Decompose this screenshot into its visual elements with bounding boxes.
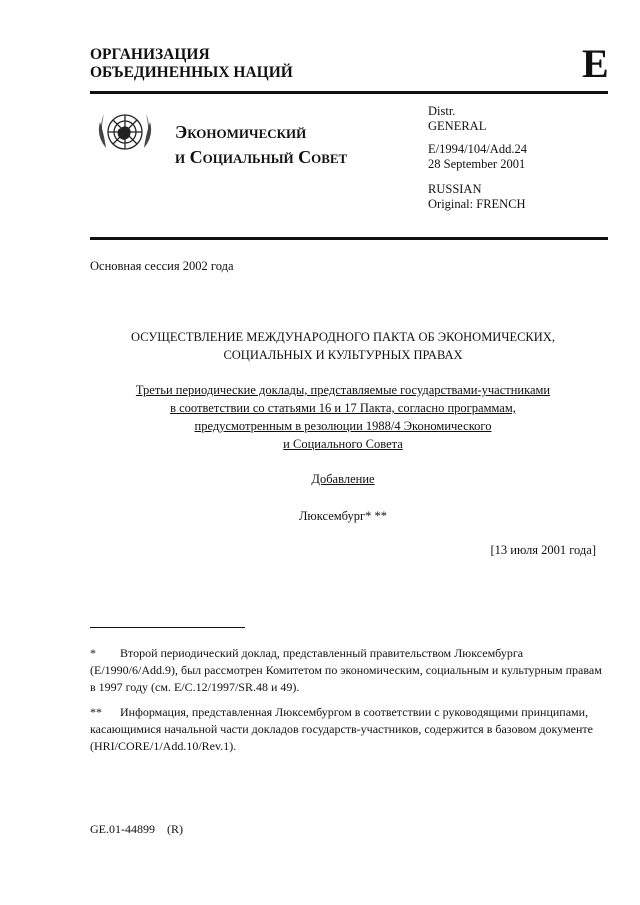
council-name: [175, 120, 347, 170]
session: Основная сессия 2002 года: [90, 259, 234, 273]
council-line: и Социальный Совет: [175, 147, 348, 167]
footnote-mark: **: [90, 705, 102, 719]
org-line: ОРГАНИЗАЦИЯ: [90, 46, 210, 63]
un-emblem-icon: [94, 104, 156, 162]
language-code: E: [582, 41, 609, 86]
distr-label: Distr.: [428, 104, 456, 118]
distribution: GENERAL: [428, 119, 487, 133]
addendum-heading: Добавление: [311, 472, 375, 486]
country: Люксембург* **: [298, 509, 388, 523]
report-date: [13 июля 2001 года]: [490, 543, 596, 557]
footnote-separator: [90, 627, 245, 628]
org-line: ОБЪЕДИНЕННЫХ НАЦИЙ: [90, 64, 293, 81]
divider: [90, 237, 608, 240]
footnote-mark: *: [90, 646, 96, 660]
subtitle-line: предусмотренным в резолюции 1988/4 Экономического: [194, 419, 492, 433]
footnote: [90, 645, 606, 696]
document-date: 28 September 2001: [428, 157, 526, 171]
job-number: GE.01-44899 (R): [90, 822, 183, 836]
footnote-text: Информация, представленная Люксембургом в соответствии с руководящими принципами, касающимися начальной части докладов государств-участников, содержится в базовом документе (HRI/CORE/1/Add.10/Rev.1).: [90, 705, 593, 753]
original-language: Original: FRENCH: [428, 197, 526, 211]
subtitle-line: и Социального Совета: [283, 437, 403, 451]
subtitle-line: Третьи периодические доклады, представляемые государствами-участниками: [135, 383, 551, 397]
footnote-text: Второй периодический доклад, представленный правительством Люксембурга (E/1990/6/Add.9), был рассмотрен Комитетом по экономическим, социальным и культурным правам в 1997 году (см. E/C.12/1997/SR.48 и 49).: [90, 646, 602, 694]
document-symbol: E/1994/104/Add.24: [428, 142, 527, 156]
council-line: Экономический: [175, 122, 307, 142]
organization-name: [90, 46, 293, 82]
document-language: RUSSIAN: [428, 182, 482, 196]
title-line: ОСУЩЕСТВЛЕНИЕ МЕЖДУНАРОДНОГО ПАКТА ОБ ЭКОНОМИЧЕСКИХ,: [131, 330, 555, 344]
title-line: СОЦИАЛЬНЫХ И КУЛЬТУРНЫХ ПРАВАХ: [223, 348, 463, 362]
footnote: [90, 704, 606, 755]
subtitle-line: в соответствии со статьями 16 и 17 Пакта, согласно программам,: [170, 401, 516, 415]
divider: [90, 91, 608, 94]
